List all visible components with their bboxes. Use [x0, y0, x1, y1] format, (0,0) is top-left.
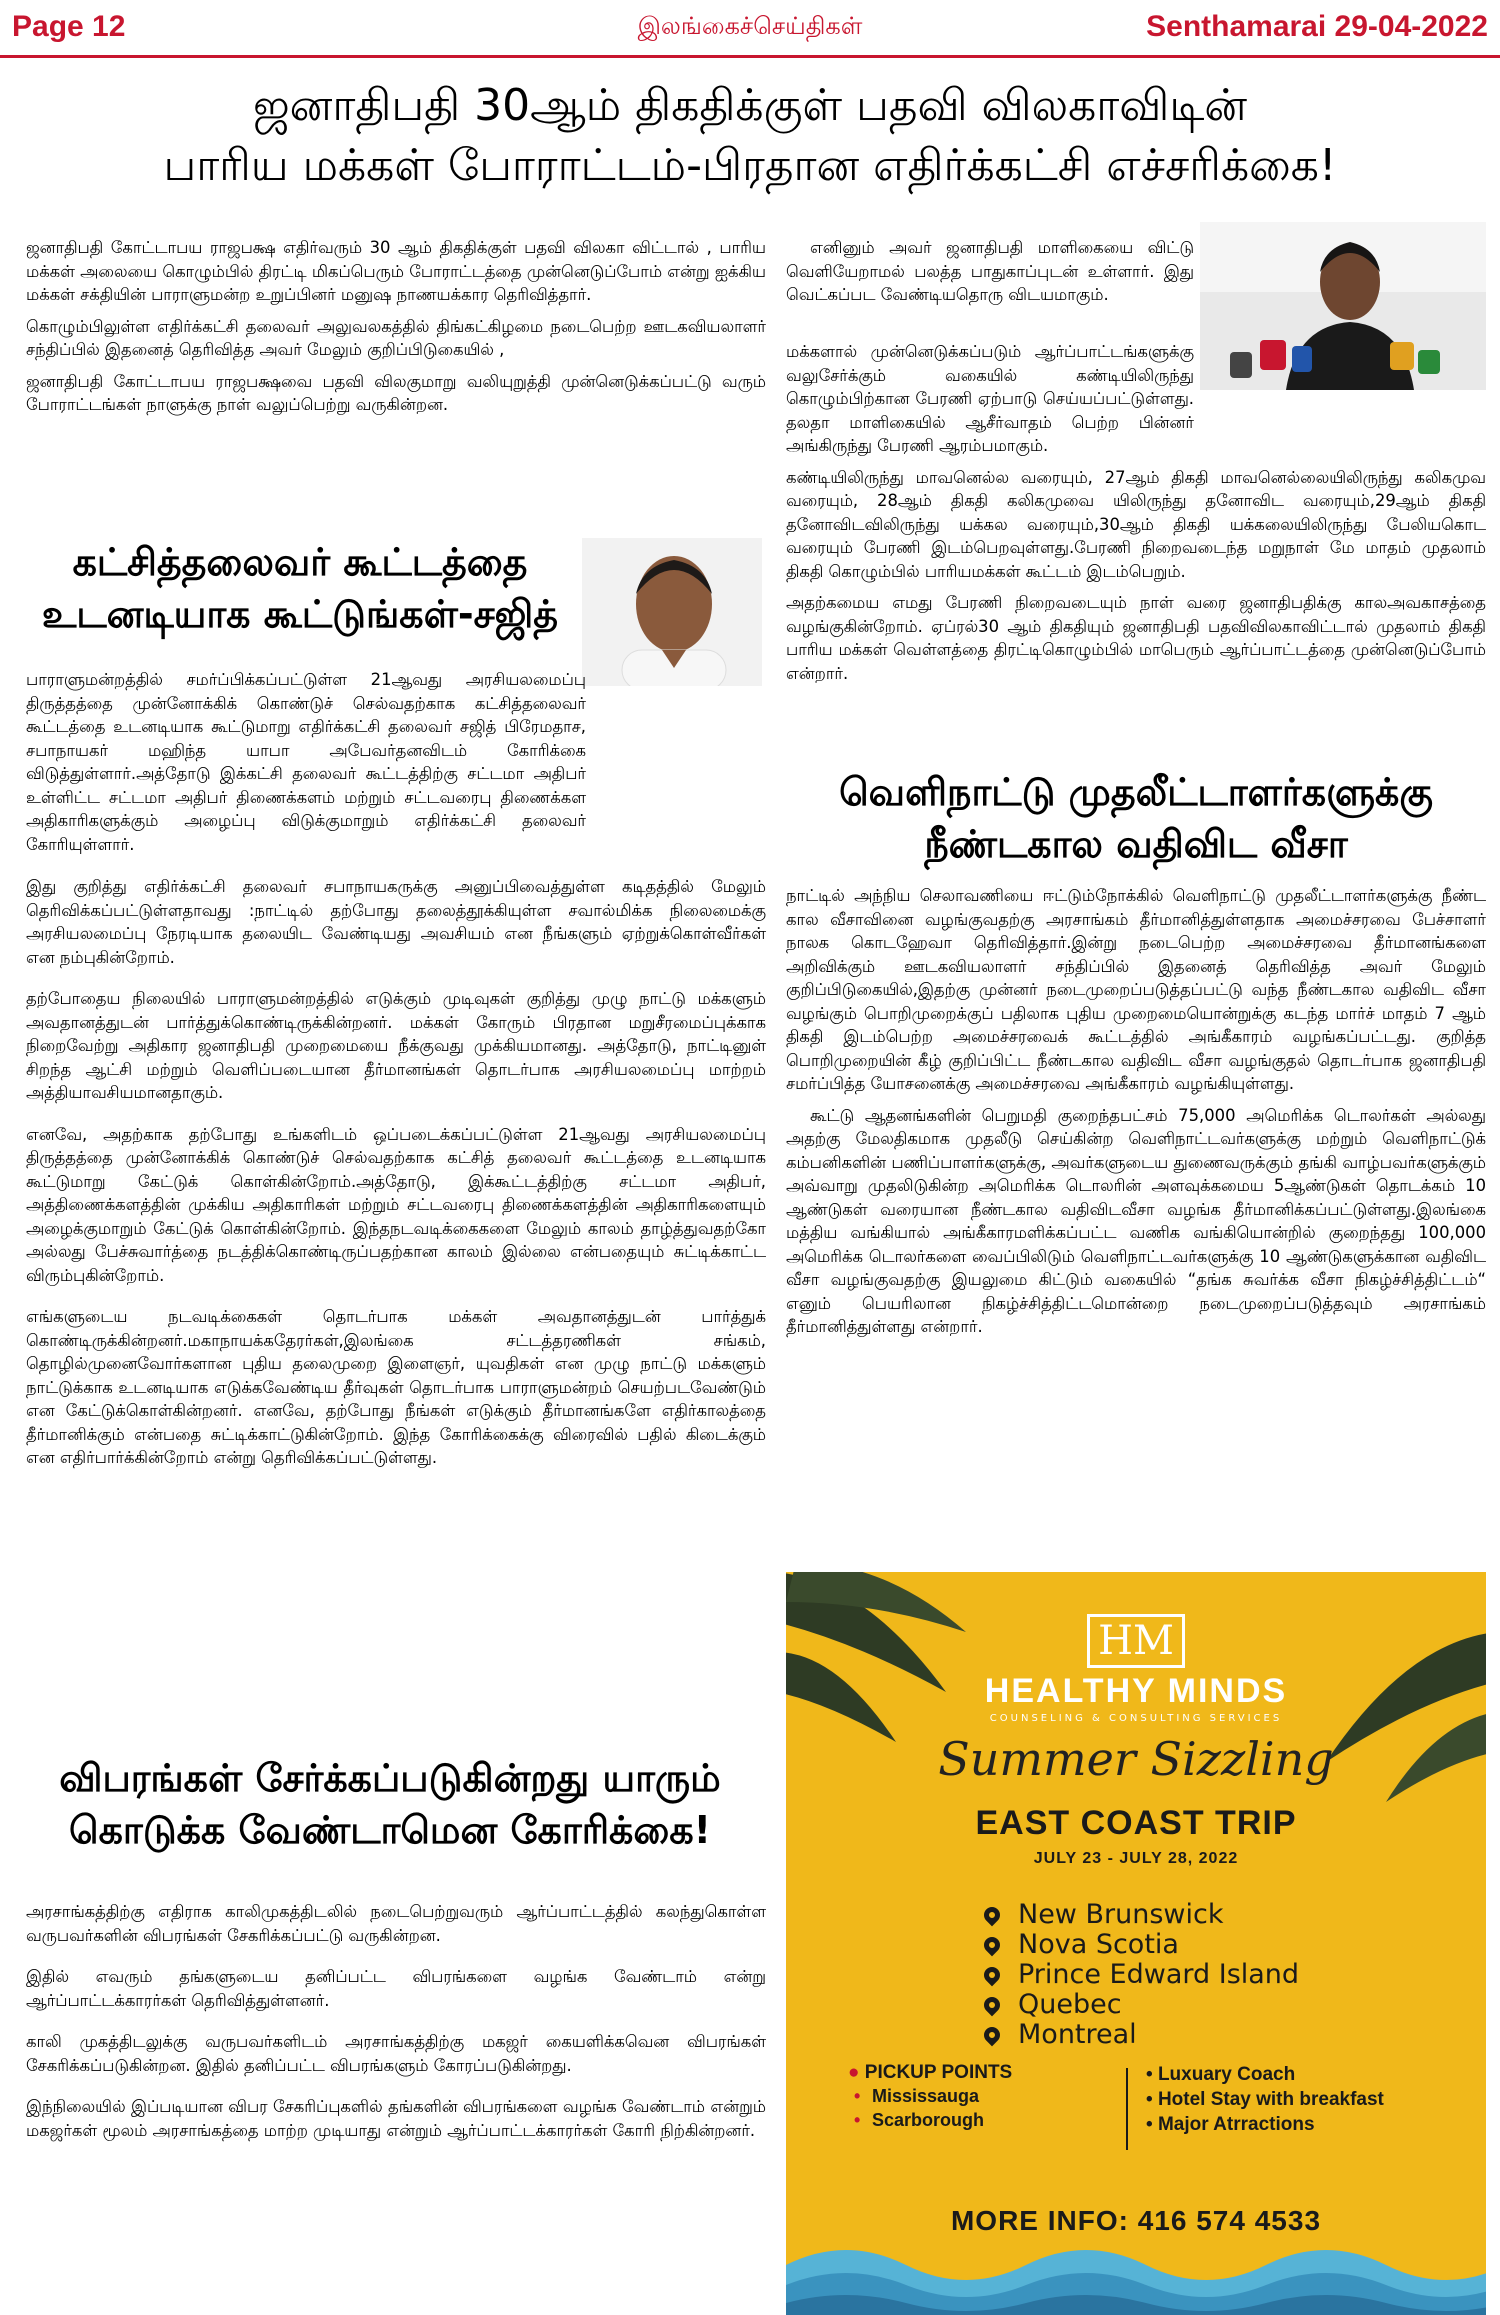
article1-paragraph: கண்டியிலிருந்து மாவனெல்ல வரையும், 27ஆம் திகதி மாவனெல்லையிலிருந்து கலிகமுவ வரையும், 28ஆம் திகதி கலிகமுவை யிலிருந்து தனோவிட வரையும்,29ஆம் திகதி தனோவிடவிலிருந்து யக்கல வரையும்,30ஆம் திகதி யக்கலையிலிருந்து பேலியகொட வரையும் பேரணி இடம்பெறவுள்ளது.பேரணி நிறைவடைந்த மறுநாள் மே மாதம் முதலாம் திகதி கொழும்பில் பாரியமக்கள் கூட்டம் இடம்பெறும்.: [786, 467, 1486, 581]
article2-headline: [20, 536, 580, 640]
sea-wave-icon: [786, 2195, 1486, 2315]
article2-paragraph: தற்போதைய நிலையில் பாராளுமன்றத்தில் எடுக்கும் முடிவுகள் குறித்து முழு நாட்டு மக்களும் அவதானத்துடன் பார்த்துக்கொண்டிருக்கின்றனர். மக்கள் கோரும் பிரதான மறுசீரமைப்புக்காக நிறைவேற்று அதிகார ஜனாதிபதி முறைமையை நீக்குவது முக்கியமானது. அத்தோடு, நாட்டினுள் சிறந்த ஆட்சி மற்றும் வெளிப்படையான தீர்மானங்கள் தொடர்பாக அரசியலமைப்பு மாற்றம் அத்தியாவசியமானதாகும்.: [26, 989, 766, 1102]
brand-tagline: COUNSELING & CONSULTING SERVICES: [989, 1713, 1283, 1724]
location-pin-icon: [981, 1934, 1004, 1957]
article1-left: [26, 236, 766, 425]
article3-paragraph: காலி முகத்திடலுக்கு வருபவர்களிடம் அரசாங்கத்திற்கு மகஜர் கையளிக்கவென விபரங்கள் சேகரிக்கப்படுகின்றன. இதில் தனிப்பட்ட விபரங்களும் கோரப்படுகின்றது.: [26, 2032, 766, 2075]
destination-item: [984, 1990, 1299, 2020]
location-pin-icon: [981, 2024, 1004, 2047]
destination-label: New Brunswick: [1018, 1899, 1224, 1930]
feature-list: [1146, 2062, 1384, 2137]
destination-list: [984, 1900, 1299, 2050]
trip-dates: JULY 23 - JULY 28, 2022: [1033, 1850, 1239, 1867]
article2-headline-line2: உடனடியாக கூட்டுங்கள்-சஜித்: [41, 592, 559, 636]
contact-info[interactable]: MORE INFO: 416 574 4533: [950, 2205, 1322, 2236]
main-headline-line2: பாரிய மக்கள் போராட்டம்-பிரதான எதிர்க்கட்சி எச்சரிக்கை!: [163, 140, 1337, 191]
brand-mark: HM: [1087, 1614, 1185, 1668]
page-header: [0, 0, 1500, 58]
article4-body: [786, 884, 1486, 1347]
destination-item: [984, 2020, 1299, 2050]
sajith-photo: [582, 538, 762, 686]
destination-label: Nova Scotia: [1018, 1929, 1179, 1960]
article1-paragraph: கொழும்பிலுள்ள எதிர்க்கட்சி தலைவர் அலுவலகத்தில் திங்கட்கிழமை நடைபெற்ற ஊடகவியலாளர் சந்திப்பில் இதனைத் தெரிவித்த அவர் மேலும் குறிப்பிடுகையில் ,: [26, 316, 766, 359]
pickup-title: [848, 2062, 1098, 2084]
destination-label: Montreal: [1018, 2019, 1137, 2050]
feature-item: • Major Atrractions: [1146, 2112, 1384, 2137]
article4-paragraph: கூட்டு ஆதனங்களின் பெறுமதி குறைந்தபட்சம் 75,000 அமெரிக்க டொலர்கள் அல்லது அதற்கு மேலதிகமாக முதலீடு செய்கின்ற வெளிநாட்டவர்களுக்கு மற்றும் வெளிநாட்டுக் கம்பனிகளின் பணிப்பாளர்களுக்கு, அவர்களுடைய துணைவருக்கும் தங்கி வாழ்பவர்களுக்கும் அவ்வாறு முதலிடுகின்ற அமெரிக்க டொலரின் அளவுக்கமைய 5ஆண்டுகள் தொடக்கம் 10 ஆண்டுகள் வரையான நீண்டகால வதிவிடவீசா வழங்க தீர்மானிக்கப்பட்டுள்ளது.இலங்கை மத்திய வங்கியால் அங்கீகாரமளிக்கப்பட்ட வணிக வங்கியொன்றில் குறைந்தது 100,000 அமெரிக்க டொலர்களை வைப்பிலிடும் வெளிநாட்டவர்களுக்கு 10 ஆண்டுகளுக்கான வதிவிட வீசா வழங்குவதற்கு இயலுமை கிட்டும் வகையில் “தங்க சுவர்க்க வீசா நிகழ்ச்சித்திட்டம்“ எனும் பெயரிலான நிகழ்ச்சித்திட்டமொன்றை நடைமுறைப்படுத்தவும் அரசாங்கம் தீர்மானித்துள்ளது என்றார்.: [786, 1105, 1486, 1336]
brand-logo: [786, 1614, 1486, 1724]
article4-headline: [786, 766, 1486, 870]
pickup-item: • Scarborough: [848, 2108, 1098, 2132]
page-number: Page 12: [12, 10, 126, 43]
pickup-title-text: PICKUP POINTS: [864, 2062, 1013, 2083]
article4-headline-line1: வெளிநாட்டு முதலீட்டாளர்களுக்கு: [839, 770, 1433, 814]
article4-headline-line2: நீண்டகால வதிவிட வீசா: [924, 822, 1348, 866]
main-headline-line1: ஜனாதிபதி 30ஆம் திகதிக்குள் பதவி விலகாவிடின்: [252, 80, 1248, 131]
edition-date: Senthamarai 29-04-2022: [1146, 10, 1488, 43]
article3-headline-line1: விபரங்கள் சேர்க்கப்படுகின்றது யாரும்: [59, 1756, 721, 1800]
article2-paragraph: எங்களுடைய நடவடிக்கைகள் தொடர்பாக மக்கள் அவதானத்துடன் பார்த்துக் கொண்டிருக்கின்றனர்.மகாநாயக்கதேரர்கள்,இலங்கை சட்டத்தரணிகள் சங்கம், தொழில்முனைவோர்களான புதிய தலைமுறை இளைஞர், யுவதிகள் என முழு நாட்டு மக்களும் நாட்டுக்காக உடனடியாக எடுக்கவேண்டிய தீர்வுகள் தொடர்பாக பாராளுமன்றம் செயற்படவேண்டும் என கேட்டுக்கொள்கின்றனர். எனவே, தற்போது நீங்கள் எடுக்கும் தீர்மானங்களே எதிர்காலத்தை தீர்மானிக்கும் என்பதை சுட்டிக்காட்டுகின்றோம். இந்த கோரிக்கைக்கு விரைவில் பதில் கிடைக்கும் என எதிர்பார்க்கின்றோம் என்று தெரிவிக்கப்பட்டுள்ளது.: [26, 1307, 766, 1467]
article3-headline-line2: கொடுக்க வேண்டாமென கோரிக்கை!: [69, 1808, 711, 1852]
destination-label: Prince Edward Island: [1018, 1959, 1300, 1990]
article1-right-top: [786, 236, 1194, 315]
article2-body-top: [26, 668, 586, 856]
article1-paragraph: மக்களால் முன்னெடுக்கப்படும் ஆர்ப்பாட்டங்களுக்கு வலுசேர்க்கும் வகையில் கண்டியிலிருந்து கொழும்பிற்கான பேரணி ஏற்பாடு செய்யப்பட்டுள்ளது. தலதா மாளிகையில் ஆசீர்வாதம் பெற்ற பின்னர் அங்கிருந்து பேரணி ஆரம்பமாகும்.: [786, 342, 1194, 455]
ad-divider: [1126, 2068, 1128, 2150]
feature-item: • Luxuary Coach: [1146, 2062, 1384, 2087]
article3-paragraph: இந்நிலையில் இப்படியான விபர சேகரிப்புகளில் தங்களின் விபரங்களை வழங்க வேண்டாம் என்றும் மகஜர்கள் மூலம் அரசாங்கத்தை மாற்ற முடியாது என்றும் ஆர்ப்பாட்டக்காரர்கள் கோரி நிற்கின்றனர்.: [26, 2097, 766, 2140]
destination-item: [984, 1900, 1299, 1930]
article3-paragraph: அரசாங்கத்திற்கு எதிராக காலிமுகத்திடலில் நடைபெற்றுவரும் ஆர்ப்பாட்டத்தில் கலந்துகொள்ள வருபவர்களின் விபரங்கள் சேகரிக்கப்பட்டு வருகின்றன.: [26, 1902, 766, 1945]
location-pin-icon: [981, 1964, 1004, 1987]
destination-item: [984, 1960, 1299, 1990]
feature-item: • Hotel Stay with breakfast: [1146, 2087, 1384, 2112]
article2-body-rest: [26, 875, 766, 1478]
article4-paragraph: நாட்டில் அந்நிய செலாவணியை ஈட்டும்நோக்கில் வெளிநாட்டு முதலீட்டாளர்களுக்கு நீண்ட கால வீசாவினை வழங்குவதற்கு அரசாங்கம் தீர்மானித்துள்ளதாக அமைச்சரவை பேச்சாளர் நாலக கொடஹேவா தெரிவித்தார்.இன்று நடைபெற்ற அமைச்சரவை தீர்மானங்களை அறிவிக்கும் ஊடகவியலாளர் சந்திப்பில் இதனைத் தெரிவித்த அவர் மேலும் குறிப்பிடுகையில்,இதற்கு முன்னர் நடைமுறைப்படுத்தப்பட்டு வந்த நீண்டகால வதிவிட வீசா வழங்கும் பொறிமுறைக்குப் பதிலாக புதிய முறைமையொன்றுக்கு கடந்த மார்ச் மாதம் 7 ஆம் திகதி இடம்பெற்ற அமைச்சரவைக் கூட்டத்தில் அங்கீகாரம் வழங்கப்பட்டது. குறித்த பொறிமுறையின் கீழ் குறிப்பிட்ட நீண்டகால வதிவிட வீசா வழங்குதல் தொடர்பாக ஜனாதிபதி சமர்ப்பித்த யோசனைக்கு அமைச்சரவை அங்கீகாரம் வழங்கியுள்ளது.: [786, 886, 1486, 1093]
location-pin-icon: [981, 1904, 1004, 1927]
advertisement[interactable]: [786, 1572, 1486, 2315]
article1-right: [786, 340, 1486, 693]
article2-paragraph: இது குறித்து எதிர்க்கட்சி தலைவர் சபாநாயகருக்கு அனுப்பிவைத்துள்ள கடிதத்தில் மேலும் தெரிவிக்கப்பட்டுள்ளதாவது :நாட்டில் தற்போது தலைத்தூக்கியுள்ள சவால்மிக்க நிலைமைக்கு அரசியலமைப்பு நேரடியாக தலையிட வேண்டியது அவசியம் என நீங்களும் ஏற்றுக்கொள்வீர்கள் என நம்புகின்றோம்.: [26, 877, 766, 967]
article1-paragraph: ஜனாதிபதி கோட்டாபய ராஜபக்ஷ எதிர்வரும் 30 ஆம் திகதிக்குள் பதவி விலகா விட்டால் , பாரிய மக்கள் அலையை கொழும்பில் திரட்டி மிகப்பெரும் போராட்டத்தை முன்னெடுப்போம் என்று ஐக்கிய மக்கள் சக்தியின் பாராளுமன்ற உறுப்பினர் மனுஷ நாணயக்கார தெரிவித்தார்.: [26, 238, 766, 304]
main-headline: [20, 76, 1480, 196]
section-title: இலங்கைச்செய்திகள்: [637, 12, 863, 40]
pickup-points: [848, 2062, 1098, 2132]
article1-paragraph: எனினும் அவர் ஜனாதிபதி மாளிகையை விட்டு வெளியேறாமல் பலத்த பாதுகாப்புடன் உள்ளார். இது வெட்கப்பட வேண்டியதொரு விடயமாகும்.: [786, 238, 1194, 304]
portrait-photo-icon: [582, 538, 762, 686]
article2-headline-line1: கட்சித்தலைவர் கூட்டத்தை: [72, 540, 528, 584]
article1-paragraph: ஜனாதிபதி கோட்டாபய ராஜபக்ஷவை பதவி விலகுமாறு வலியுறுத்தி முன்னெடுக்கப்பட்டு வரும் போராட்டங்கள் நாளுக்கு நாள் வலுப்பெற்று வருகின்றன.: [26, 371, 766, 414]
article3-body: [26, 1900, 766, 2150]
article3-headline: [20, 1752, 760, 1856]
location-pin-icon: [981, 1994, 1004, 2017]
article2-paragraph: எனவே, அதற்காக தற்போது உங்களிடம் ஒப்படைக்கப்பட்டுள்ள 21ஆவது அரசியலமைப்பு திருத்தத்தை முன்னோக்கிக் கொண்டுச் செல்வதற்காக கட்சித் தலைவர் கூட்டத்தை உடனடியாக கூட்டுமாறு கேட்டுக் கொள்கின்றோம்.அத்தோடு, இக்கூட்டத்திற்கு சட்டமா அதிபர், அத்திணைக்களத்தின் முக்கிய அதிகாரிகள் மற்றும் சட்டவரைபு திணைக்களத்தின் அதிகாரிகளையும் அழைக்குமாறும் கேட்டுக் கொள்கின்றோம். இந்தநடவடிக்கைகளை மேலும் காலம் தாழ்த்துவதற்கோ அல்லது பேச்சுவார்த்தை நடத்திக்கொண்டிருப்பதற்கான காலம் இல்லை என்பதையும் சுட்டிக்காட்ட விரும்புகின்றோம்.: [26, 1124, 766, 1285]
article2-paragraph: பாராளுமன்றத்தில் சமர்ப்பிக்கப்பட்டுள்ள 21ஆவது அரசியலமைப்பு திருத்தத்தை முன்னோக்கிக் கொண்டுச் செல்வதற்காக கட்சித்தலைவர் கூட்டத்தை உடனடியாக கூட்டுமாறு எதிர்க்கட்சி தலைவர் சஜித் பிரேமதாச, சபாநாயகர் மஹிந்த யாபா அபேவர்தனவிடம் கோரிக்கை விடுத்துள்ளார்.அத்தோடு இக்கட்சி தலைவர் கூட்டத்திற்கு சட்டமா அதிபர் உள்ளிட்ட சட்டமா அதிபர் திணைக்களம் மற்றும் சட்டவரைபு திணைக்கள அதிகாரிகளுக்கும் அழைப்பு விடுக்குமாறும் எதிர்க்கட்சி தலைவர் கோரியுள்ளார்.: [26, 670, 586, 854]
brand-name: HEALTHY MINDS: [984, 1672, 1288, 1710]
location-pin-icon: ●: [848, 2062, 860, 2083]
trip-title: EAST COAST TRIP: [975, 1804, 1297, 1842]
destination-label: Quebec: [1018, 1989, 1122, 2020]
destination-item: [984, 1930, 1299, 1960]
ad-headline: Summer Sizzling: [938, 1732, 1334, 1786]
article3-paragraph: இதில் எவரும் தங்களுடைய தனிப்பட்ட விபரங்களை வழங்க வேண்டாம் என்று ஆர்ப்பாட்டக்காரர்கள் தெரிவித்துள்ளனர்.: [26, 1967, 766, 2010]
pickup-item: • Mississauga: [848, 2084, 1098, 2108]
article1-paragraph: அதற்கமைய எமது பேரணி நிறைவடையும் நாள் வரை ஜனாதிபதிக்கு காலஅவகாசத்தை வழங்குகின்றோம். ஏப்ரல்30 ஆம் திகதியும் ஜனாதிபதி பதவிவிலகாவிட்டால் முதலாம் திகதி பாரிய மக்கள் வெள்ளத்தை திரட்டிகொழும்பில் மாபெரும் ஆர்ப்பாட்டத்தை முன்னெடுப்போம் என்றார்.: [786, 593, 1486, 683]
